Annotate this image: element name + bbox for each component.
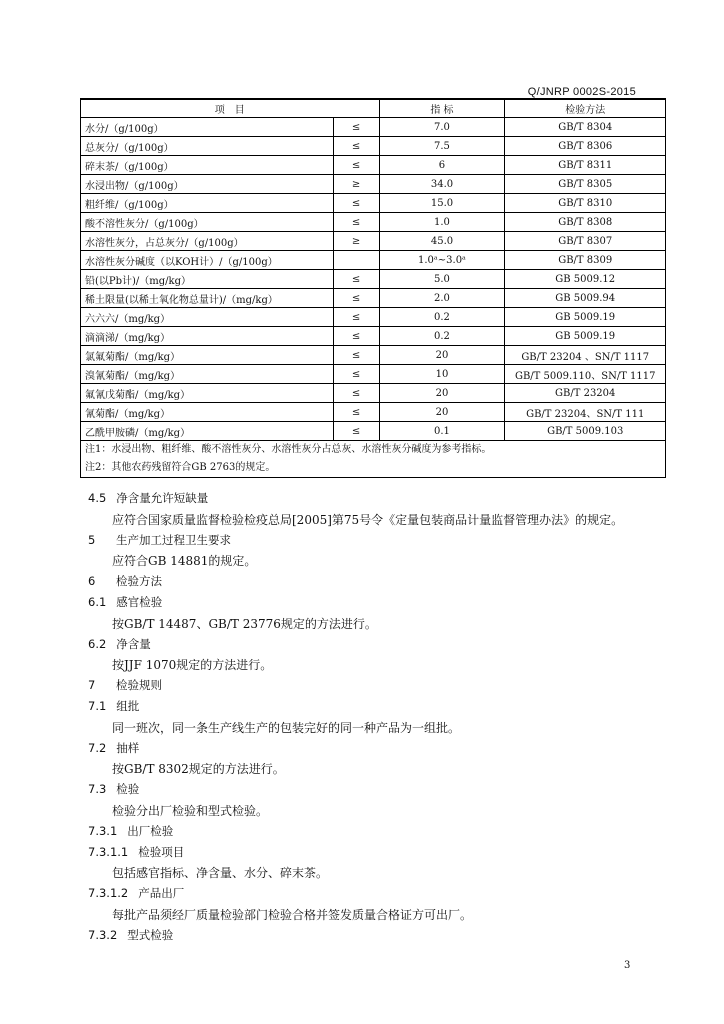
relation-cell: ≤ bbox=[333, 308, 379, 327]
item-cell: 酸不溶性灰分/（g/100g） bbox=[81, 213, 334, 232]
section-title: 组批 bbox=[116, 699, 140, 713]
method-cell: GB/T 5009.103 bbox=[505, 422, 666, 441]
relation-cell: ≤ bbox=[333, 118, 379, 137]
method-cell: GB/T 8306 bbox=[505, 137, 666, 156]
item-cell: 总灰分/（g/100g） bbox=[81, 137, 334, 156]
limit-cell: 7.5 bbox=[379, 137, 505, 156]
method-cell: GB 5009.12 bbox=[505, 270, 666, 289]
section-heading bbox=[88, 573, 162, 589]
section-title: 型式检验 bbox=[127, 927, 174, 942]
item-cell: 水溶性灰分，占总灰分/（g/100g） bbox=[81, 232, 334, 251]
relation-cell: ≤ bbox=[333, 365, 379, 384]
table-row bbox=[81, 270, 666, 289]
limit-cell: 15.0 bbox=[379, 194, 505, 213]
paragraph: 按GB/T 14487、GB/T 23776规定的方法进行。 bbox=[112, 616, 377, 631]
paragraph: 同一班次，同一条生产线生产的包装完好的同一种产品为一组批。 bbox=[112, 720, 461, 735]
item-cell: 氰菊酯/（mg/kg） bbox=[81, 403, 334, 422]
paragraph: 按JJF 1070规定的方法进行。 bbox=[112, 658, 273, 673]
section-heading bbox=[88, 844, 184, 860]
header-limit: 指 标 bbox=[379, 100, 505, 118]
relation-cell: ≤ bbox=[333, 422, 379, 441]
section-heading bbox=[88, 927, 173, 943]
method-cell: GB/T 8310 bbox=[505, 194, 666, 213]
paragraph: 每批产品须经厂质量检验部门检验合格并签发质量合格证方可出厂。 bbox=[112, 908, 473, 922]
method-cell: GB/T 8304 bbox=[505, 118, 666, 137]
section-heading bbox=[88, 636, 151, 652]
limit-cell: 0.1 bbox=[379, 422, 505, 441]
method-cell: GB/T 8305 bbox=[505, 175, 666, 194]
section-title: 产品出厂 bbox=[138, 886, 185, 901]
paragraph: 包括感官指标、净含量、水分、碎末茶。 bbox=[112, 866, 329, 881]
relation-cell: ≤ bbox=[333, 327, 379, 346]
table-row bbox=[81, 308, 666, 327]
section-title: 检验方法 bbox=[116, 574, 162, 589]
paragraph: 应符合国家质量监督检验检疫总局[2005]第75号令《定量包装商品计量监督管理办法》的规定。 bbox=[112, 512, 624, 527]
section-heading bbox=[88, 677, 162, 693]
section-number: 5 bbox=[88, 532, 96, 547]
item-cell: 碎末茶/（g/100g） bbox=[81, 156, 334, 175]
table-row bbox=[81, 365, 666, 384]
relation-cell: ≤ bbox=[333, 270, 379, 289]
table-row bbox=[81, 232, 666, 251]
section-number: 7.3.2 bbox=[88, 927, 118, 942]
item-cell: 铅(以Pb计)/（mg/kg） bbox=[81, 270, 334, 289]
relation-cell: ≤ bbox=[333, 137, 379, 156]
relation-cell: ≤ bbox=[333, 384, 379, 403]
table-row bbox=[81, 137, 666, 156]
limit-cell: 1.0 bbox=[379, 213, 505, 232]
section-number: 7.3 bbox=[88, 782, 107, 797]
header-method: 检验方法 bbox=[505, 100, 666, 118]
section-title: 检验 bbox=[116, 782, 140, 797]
item-cell: 氯氟菊酯/（mg/kg） bbox=[81, 346, 334, 365]
table-row bbox=[81, 289, 666, 308]
section-number: 6.1 bbox=[88, 595, 107, 609]
table-row bbox=[81, 118, 666, 137]
table-header-row bbox=[81, 100, 666, 118]
limit-cell: 34.0 bbox=[379, 175, 505, 194]
relation-cell: ≤ bbox=[333, 403, 379, 422]
relation-cell: ≤ bbox=[333, 346, 379, 365]
item-cell: 氟氰戊菊酯/（mg/kg） bbox=[81, 384, 334, 403]
section-number: 7 bbox=[88, 678, 96, 693]
table-row bbox=[81, 327, 666, 346]
section-heading bbox=[88, 532, 231, 548]
method-cell: GB/T 5009.110、SN/T 1117 bbox=[505, 365, 666, 384]
item-cell: 稀土限量(以稀土氧化物总量计)/（mg/kg） bbox=[81, 289, 334, 308]
item-cell: 水浸出物/（g/100g） bbox=[81, 175, 334, 194]
table-notes bbox=[81, 441, 666, 478]
table-row bbox=[81, 156, 666, 175]
limit-cell: 20 bbox=[379, 384, 505, 403]
specification-table bbox=[80, 99, 666, 478]
standard-code: Q/JNRP 0002S-2015 bbox=[527, 86, 636, 98]
limit-cell: 6 bbox=[379, 156, 505, 175]
paragraph: 应符合GB 14881的规定。 bbox=[112, 554, 257, 569]
section-title: 检验项目 bbox=[138, 844, 185, 859]
paragraph: 检验分出厂检验和型式检验。 bbox=[112, 804, 269, 818]
relation-cell: ≥ bbox=[333, 232, 379, 251]
table-row bbox=[81, 251, 666, 270]
table-row bbox=[81, 403, 666, 422]
table-row bbox=[81, 213, 666, 232]
method-cell: GB/T 8311 bbox=[505, 156, 666, 175]
limit-cell: 5.0 bbox=[379, 270, 505, 289]
relation-cell: ≤ bbox=[333, 156, 379, 175]
relation-cell: ≤ bbox=[333, 194, 379, 213]
section-heading bbox=[88, 490, 208, 506]
limit-cell: 1.0ᵃ~3.0ᵃ bbox=[379, 251, 505, 270]
section-heading bbox=[88, 594, 162, 610]
method-cell: GB/T 8309 bbox=[505, 251, 666, 270]
method-cell: GB 5009.19 bbox=[505, 327, 666, 346]
section-number: 7.2 bbox=[88, 740, 107, 755]
method-cell: GB/T 23204 、SN/T 1117 bbox=[505, 346, 666, 365]
table-note: 注1：水浸出物、粗纤维、酸不溶性灰分、水溶性灰分占总灰、水溶性灰分碱度为参考指标。 bbox=[85, 444, 492, 455]
item-cell: 六六六/（mg/kg） bbox=[81, 308, 334, 327]
table-notes-row bbox=[81, 441, 666, 478]
section-title: 净含量 bbox=[116, 636, 151, 651]
section-heading bbox=[88, 885, 184, 901]
relation-cell: ≥ bbox=[333, 175, 379, 194]
section-heading bbox=[88, 823, 173, 839]
section-number: 7.1 bbox=[88, 699, 107, 713]
section-number: 7.3.1.1 bbox=[88, 844, 129, 859]
method-cell: GB/T 8307 bbox=[505, 232, 666, 251]
section-title: 出厂检验 bbox=[127, 823, 174, 838]
header-item: 项 目 bbox=[81, 100, 380, 118]
paragraph: 按GB/T 8302规定的方法进行。 bbox=[112, 762, 285, 777]
section-title: 抽样 bbox=[116, 740, 140, 755]
relation-cell: ≤ bbox=[333, 289, 379, 308]
limit-cell: 45.0 bbox=[379, 232, 505, 251]
section-heading bbox=[88, 781, 139, 797]
table-row bbox=[81, 194, 666, 213]
section-title: 检验规则 bbox=[116, 678, 162, 693]
section-title: 净含量允许短缺量 bbox=[116, 491, 209, 505]
method-cell: GB 5009.19 bbox=[505, 308, 666, 327]
section-heading bbox=[88, 740, 139, 756]
method-cell: GB/T 8308 bbox=[505, 213, 666, 232]
limit-cell: 2.0 bbox=[379, 289, 505, 308]
table-row bbox=[81, 346, 666, 365]
section-number: 4.5 bbox=[88, 491, 107, 505]
limit-cell: 20 bbox=[379, 403, 505, 422]
method-cell: GB 5009.94 bbox=[505, 289, 666, 308]
page-number: 3 bbox=[624, 960, 631, 971]
table-note: 注2：其他农药残留符合GB 2763的规定。 bbox=[85, 462, 276, 473]
item-cell: 滴滴涕/（mg/kg） bbox=[81, 327, 334, 346]
section-title: 感官检验 bbox=[116, 595, 163, 609]
limit-cell: 20 bbox=[379, 346, 505, 365]
method-cell: GB/T 23204、SN/T 111 bbox=[505, 403, 666, 422]
limit-cell: 7.0 bbox=[379, 118, 505, 137]
item-cell: 水分/（g/100g） bbox=[81, 118, 334, 137]
item-cell: 溴氰菊酯/（mg/kg） bbox=[81, 365, 334, 384]
section-heading bbox=[88, 698, 139, 714]
item-cell: 水溶性灰分碱度（以KOH计）/（g/100g） bbox=[81, 251, 334, 270]
relation-cell bbox=[333, 251, 379, 270]
section-number: 7.3.1.2 bbox=[88, 886, 129, 901]
method-cell: GB/T 23204 bbox=[505, 384, 666, 403]
item-cell: 粗纤维/（g/100g） bbox=[81, 194, 334, 213]
relation-cell: ≤ bbox=[333, 213, 379, 232]
section-number: 7.3.1 bbox=[88, 823, 118, 838]
item-cell: 乙酰甲胺磷/（mg/kg） bbox=[81, 422, 334, 441]
table-row bbox=[81, 384, 666, 403]
section-number: 6 bbox=[88, 574, 96, 589]
limit-cell: 10 bbox=[379, 365, 505, 384]
section-number: 6.2 bbox=[88, 636, 107, 651]
section-title: 生产加工过程卫生要求 bbox=[116, 532, 231, 547]
table-row bbox=[81, 422, 666, 441]
table-row bbox=[81, 175, 666, 194]
limit-cell: 0.2 bbox=[379, 327, 505, 346]
limit-cell: 0.2 bbox=[379, 308, 505, 327]
